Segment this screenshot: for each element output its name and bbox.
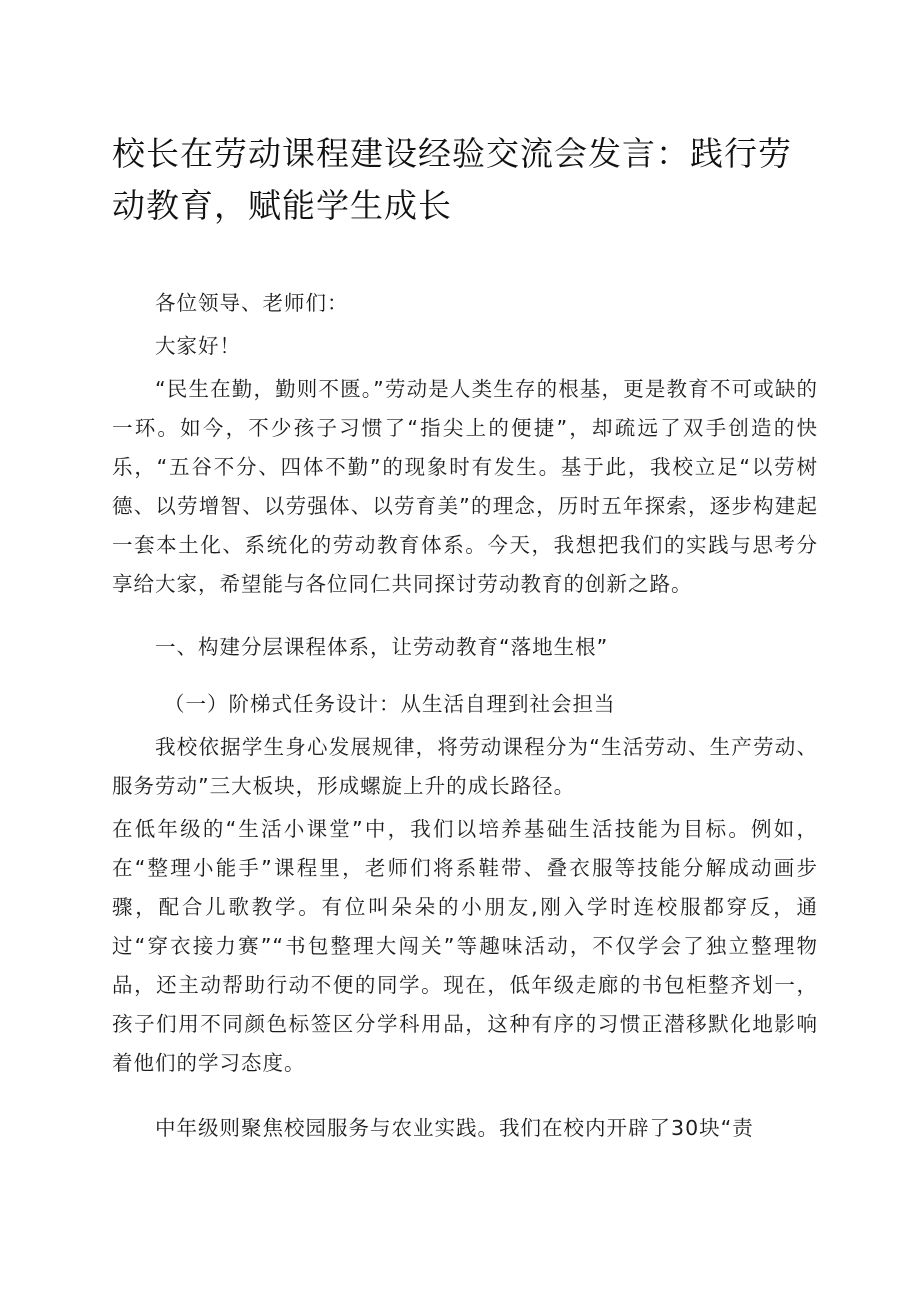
middle-grades-paragraph: 中年级则聚焦校园服务与农业实践。我们在校内开辟了30块“责 bbox=[155, 1116, 754, 1140]
subsection-heading: （一）阶梯式任务设计：从生活自理到社会担当 bbox=[164, 692, 616, 716]
lower-grades-paragraph: 在低年级的“生活小课堂”中，我们以培养基础生活技能为目标。例如，在“整理小能手”课程里，老师们将系鞋带、叠衣服等技能分解成动画步骤，配合儿歌教学。有位叫朵朵的小朋友,刚入学时连校服都穿反，通过“穿衣接力赛”“书包整理大闯关”等趣味活动，不仅学会了独立整理物品，还主动帮助行动不便的同学。现在，低年级走廊的书包柜整齐划一，孩子们用不同颜色标签区分学科用品，这种有序的习惯正潜移默化地影响着他们的学习态度。 bbox=[112, 817, 818, 1075]
section-heading: 一、构建分层课程体系，让劳动教育“落地生根” bbox=[155, 635, 609, 659]
document-body bbox=[112, 284, 818, 1148]
intro-paragraph: “民生在勤，勤则不匮。”劳动是人类生存的根基，更是教育不可或缺的一环。如今，不少孩子习惯了“指尖上的便捷”，却疏远了双手创造的快乐，“五谷不分、四体不勤”的现象时有发生。基于此，我校立足“以劳树德、以劳增智、以劳强体、以劳育美”的理念，历时五年探索，逐步构建起一套本土化、系统化的劳动教育体系。今天，我想把我们的实践与思考分享给大家，希望能与各位同仁共同探讨劳动教育的创新之路。 bbox=[112, 377, 818, 596]
document-title: 校长在劳动课程建设经验交流会发言：践行劳动教育，赋能学生成长 bbox=[112, 134, 792, 225]
curriculum-paragraph: 我校依据学生身心发展规律，将劳动课程分为“生活劳动、生产劳动、服务劳动”三大板块，形成螺旋上升的成长路径。 bbox=[112, 735, 818, 798]
greeting: 各位领导、老师们： bbox=[155, 291, 349, 315]
hello-line: 大家好！ bbox=[155, 334, 242, 358]
